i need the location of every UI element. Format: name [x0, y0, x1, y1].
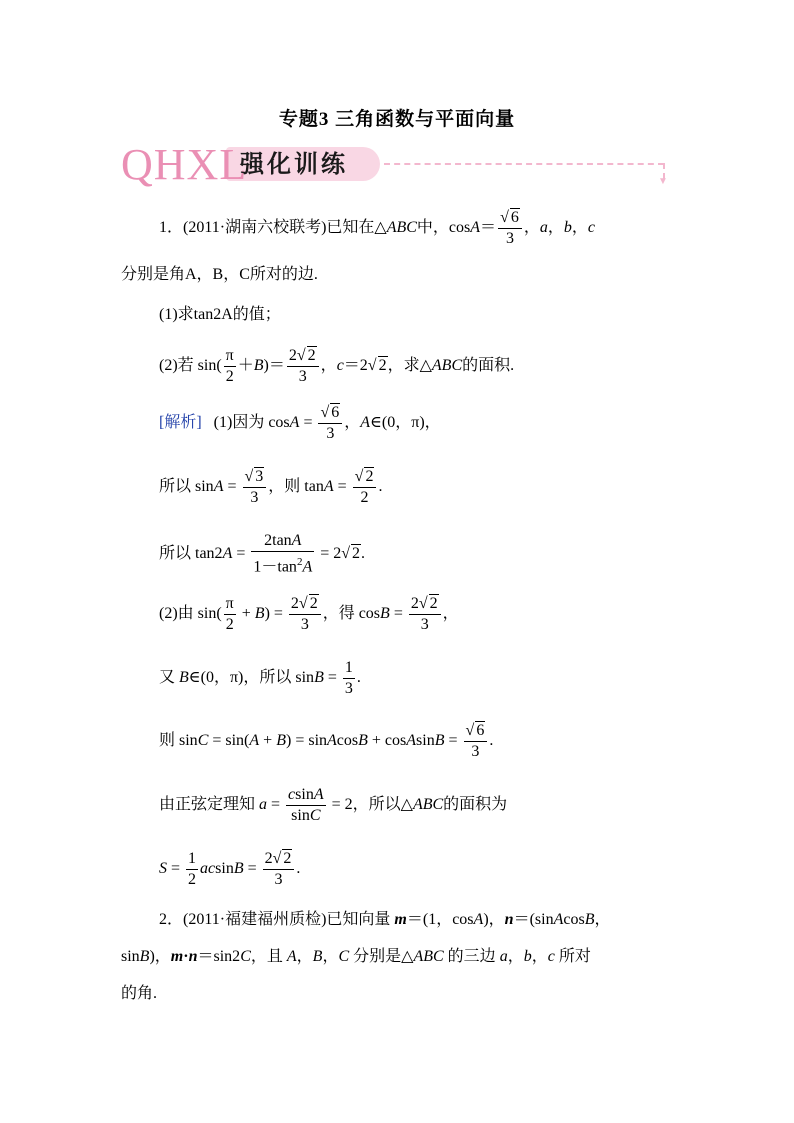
- solution-label: [解析]: [159, 414, 202, 432]
- solution-step-2: 所以 sinA = $\frac{√ 3}{3}$ ，则 tanA = $\frac{√ 2}{2}$ .: [159, 468, 383, 506]
- question-1-part-1: (1)求tan2A的值；: [159, 306, 281, 323]
- solution-step-1: [解析] (1)因为 cosA = $\frac{√ 6}{3}$ ，A∈(0，π)，: [159, 404, 441, 442]
- solution-step-6: 则 sinC = sin(A + B) = sinAcosB + cosAsinB = $\frac{√ 6}{3}$ .: [159, 722, 494, 760]
- solution-step-5: 又 B∈(0，π)，所以 sinB = $\frac{1}{3}$ .: [159, 659, 361, 697]
- question-1-line-1: 1．(2011·湖南六校联考)已知在△ABC中，cosA＝ $\frac{√ 6}{3}$ ，a，b，c: [159, 209, 595, 247]
- question-2-line-2: sinB)，m·n＝sin2C，且 A，B，C 分别是△ABC 的三边 a，b，c 所对: [121, 948, 591, 965]
- solution-step-7: 由正弦定理知 a = $\frac{csinA}{\sin C}$ = 2，所以△ABC的面积为: [159, 786, 508, 824]
- banner-dashed-line: [384, 163, 664, 165]
- page-title: 专题3 三角函数与平面向量: [278, 109, 516, 130]
- question-1-part-2: (2)若 sin( $\frac{\pi}{2}$ ＋B)＝ $\frac{2√ 2}{3}$ ，c＝2√ 2，求△ABC的面积.: [159, 347, 515, 385]
- question-2-line-1: 2．(2011·福建福州质检)已知向量 m＝(1，cosA)，n＝(sinAcosB，: [159, 911, 611, 928]
- banner-label: 强化训练: [240, 150, 348, 178]
- solution-step-4: (2)由 sin( $\frac{\pi}{2}$ + B) = $\frac{2√ 2}{3}$ ，得 cosB = $\frac{2√ 2}{3}$ ，: [159, 595, 459, 633]
- question-2-line-3: 的角.: [121, 985, 158, 1002]
- solution-step-3: 所以 tan2A = $\frac{2\tan A}{1-\tan^2A}$ = 2√ 2.: [159, 532, 366, 576]
- down-arrow-icon: ▼: [658, 176, 668, 187]
- solution-step-8: S = $\frac{1}{2}$ acsinB = $\frac{2√ 2}{3}$ .: [159, 850, 301, 888]
- question-1-line-2: 分别是角A，B，C所对的边.: [121, 266, 318, 283]
- banner-logo: QHXL: [121, 140, 248, 189]
